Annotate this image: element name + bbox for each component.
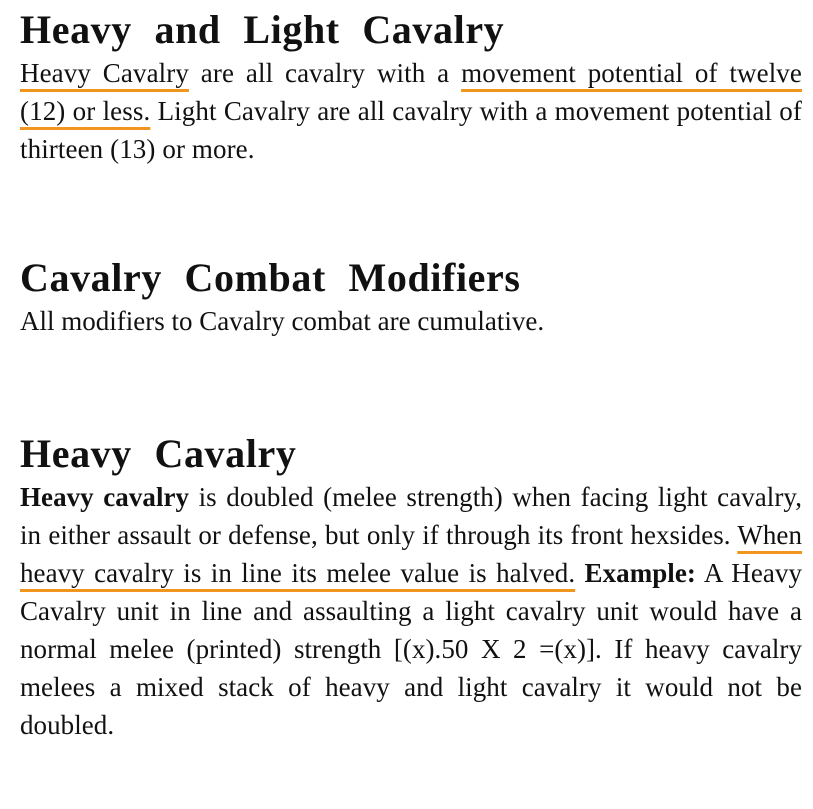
paragraph-heavy-and-light-cavalry [20,54,802,168]
underlined-term-heavy-cavalry: Heavy Cavalry [20,58,189,88]
heading-heavy-and-light-cavalry: Heavy and Light Cavalry [20,7,505,52]
section-heavy-cavalry [20,430,802,744]
text-run: are all cavalry with a [188,58,462,88]
paragraph-cavalry-combat-modifiers: All modifiers to Cavalry combat are cumulative. [20,306,545,336]
heading-cavalry-combat-modifiers: Cavalry Combat Modifiers [20,255,521,300]
section-cavalry-combat-modifiers [20,254,802,340]
text-run: is doubled (melee strength) when facing light cavalry, in either assault or defense, but only if through its front hexsides. [20,482,802,550]
heading-heavy-cavalry: Heavy Cavalry [20,431,297,476]
text-run: Light Cavalry are all cavalry with a movement potential of thirteen (13) or more. [20,96,802,164]
section-heavy-and-light-cavalry [20,6,802,168]
underlined-phrase-movement-potential: movement potential of twelve (12) or less. [20,58,802,126]
bold-term-heavy-cavalry: Heavy cavalry [20,482,190,512]
example-label: Example: [584,558,696,588]
text-run [575,558,584,588]
text-run: A Heavy Cavalry unit in line and assaulting a light cavalry unit would have a normal melee (printed) strength [(x).50 X 2 =(x)]. If heavy cavalry melees a mixed stack of heavy and light cavalry it would not be doubled. [20,558,802,740]
paragraph-heavy-cavalry [20,478,802,744]
underlined-phrase-line-halved: When heavy cavalry is in line its melee value is halved. [20,520,802,588]
